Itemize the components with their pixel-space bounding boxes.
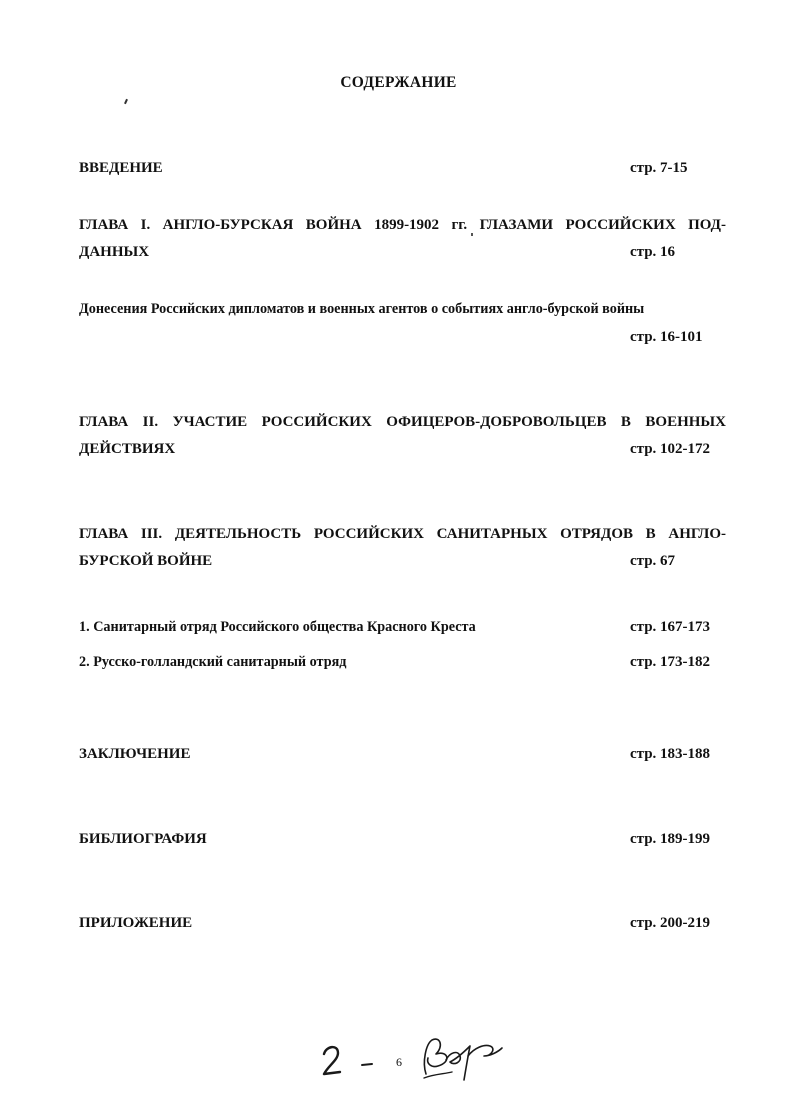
- handwritten-note: [318, 1028, 518, 1088]
- scan-dot: [471, 233, 473, 236]
- toc-conclusion-label: ЗАКЛЮЧЕНИЕ: [79, 746, 191, 762]
- toc-chapter1-title-line1: ГЛАВА I. АНГЛО-БУРСКАЯ ВОЙНА 1899-1902 гг. ГЛАЗАМИ РОССИЙСКИХ ПОД-: [79, 217, 726, 233]
- toc-appendix-pages: стр. 200-219: [630, 915, 711, 931]
- toc-chapter1-section-label: Донесения Российских дипломатов и военных агентов о событиях англо-бурской войны: [79, 301, 645, 317]
- toc-chapter1-title-line2: ДАННЫХ: [79, 244, 150, 260]
- toc-bibliography-label: БИБЛИОГРАФИЯ: [79, 831, 207, 847]
- toc-conclusion-pages: стр. 183-188: [630, 746, 711, 762]
- toc-chapter2-title-line1: ГЛАВА II. УЧАСТИЕ РОССИЙСКИХ ОФИЦЕРОВ-ДОБРОВОЛЬЦЕВ В ВОЕННЫХ: [79, 414, 726, 430]
- scan-mark: [124, 99, 128, 104]
- toc-chapter3-title-line1: ГЛАВА III. ДЕЯТЕЛЬНОСТЬ РОССИЙСКИХ САНИТАРНЫХ ОТРЯДОВ В АНГЛО-: [79, 526, 726, 542]
- toc-chapter1-pages: стр. 16: [630, 244, 676, 260]
- toc-chapter1-section-pages: стр. 16-101: [630, 329, 703, 345]
- toc-bibliography-pages: стр. 189-199: [630, 831, 711, 847]
- page-title: СОДЕРЖАНИЕ: [340, 74, 457, 91]
- toc-chapter3-section1-label: 1. Санитарный отряд Российского общества Красного Креста: [79, 619, 476, 635]
- toc-introduction-label: ВВЕДЕНИЕ: [79, 160, 163, 176]
- toc-chapter3-pages: стр. 67: [630, 553, 676, 569]
- toc-chapter3-section1-pages: стр. 167-173: [630, 619, 711, 635]
- toc-chapter2-pages: стр. 102-172: [630, 441, 711, 457]
- toc-chapter3-title-line2: БУРСКОЙ ВОЙНЕ: [79, 553, 213, 569]
- toc-chapter3-section2-label: 2. Русско-голландский санитарный отряд: [79, 654, 347, 670]
- toc-chapter2-title-line2: ДЕЙСТВИЯХ: [79, 441, 176, 457]
- page-number: 6: [396, 1055, 402, 1069]
- toc-appendix-label: ПРИЛОЖЕНИЕ: [79, 915, 193, 931]
- toc-chapter3-section2-pages: стр. 173-182: [630, 654, 711, 670]
- toc-introduction-pages: стр. 7-15: [630, 160, 688, 176]
